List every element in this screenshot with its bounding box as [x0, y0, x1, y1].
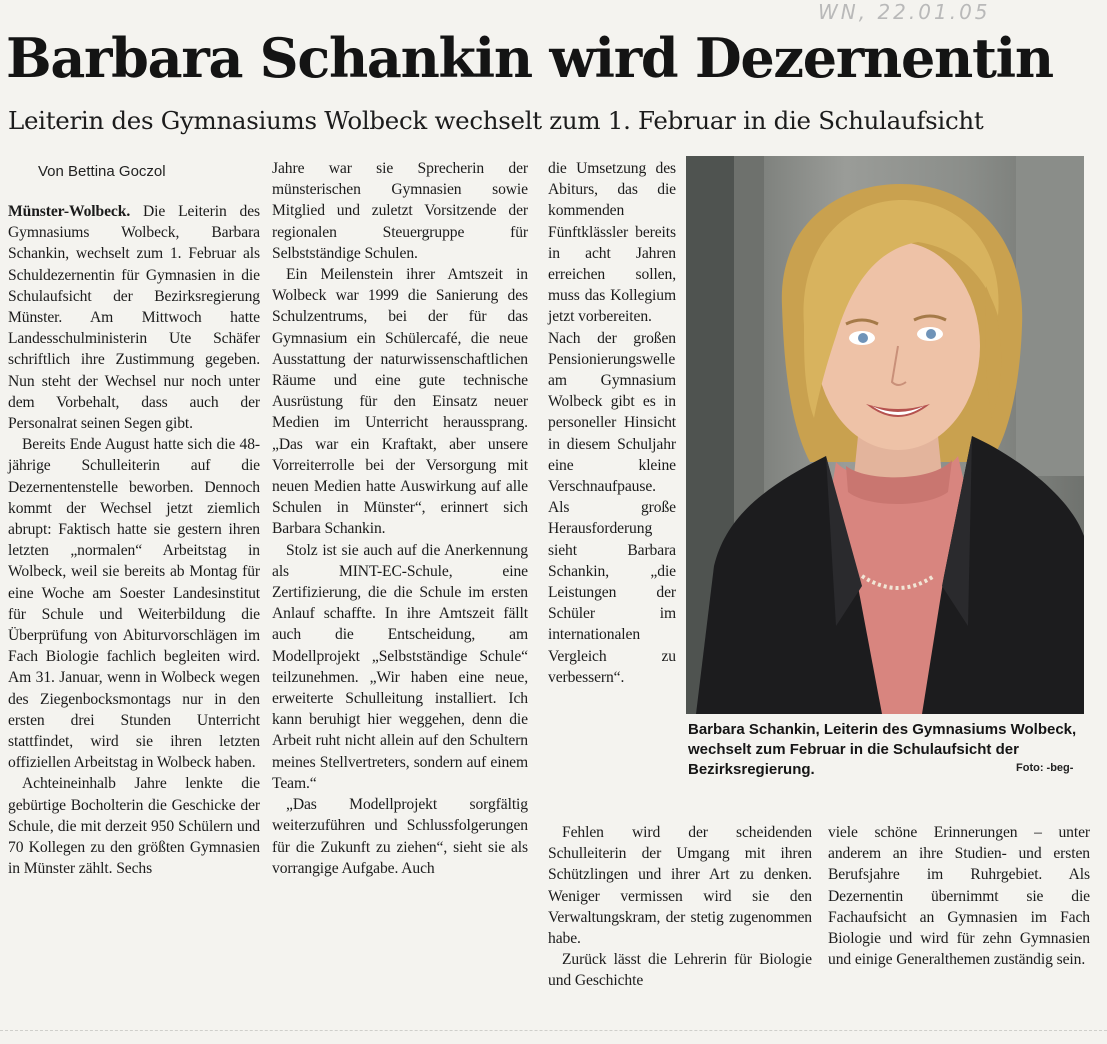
paragraph: Zurück lässt die Lehrerin für Biologie und Geschichte: [548, 951, 812, 990]
paragraph: die Umsetzung des Abiturs, das die kommenden Fünftklässler bereits in acht Jahren erreichen sollen, muss das Kollegium jetzt vorbereiten.: [548, 160, 676, 326]
portrait-illustration: [686, 156, 1084, 714]
subheadline: Leiterin des Gymnasiums Wolbeck wechselt zum 1. Februar in die Schulaufsicht: [8, 106, 984, 135]
article-column-5: [828, 822, 1090, 970]
paragraph: Fehlen wird der scheidenden Schulleiterin der Umgang mit ihren Schützlingen und ihrer Art zu denken. Weniger vermissen wird sie den Verwaltungskram, der stetig zugenommen habe.: [548, 824, 812, 948]
dateline: Münster-Wolbeck.: [8, 203, 131, 220]
photo-credit: Foto: -beg-: [1016, 762, 1074, 774]
paragraph: Stolz ist sie auch auf die Anerkennung als MINT-EC-Schule, eine Zertifizierung, die die Schule im ersten Anlauf schaffte. In ihre Amtszeit fällt auch die Entscheidung, am Modellprojekt „Selbstständige Schule“ teilzunehmen. „Wir haben eine neue, erweiterte Schulleitung installiert. Ich kann beruhigt hier weggehen, denn die Arbeit ruht nicht allein auf den Schultern meines Stellvertreters, sondern auf einem Team.“: [272, 541, 528, 792]
byline: Von Bettina Goczol: [38, 163, 166, 180]
paragraph: viele schöne Erinnerungen – unter anderem an ihre Studien- und ersten Berufsjahre im Ruhrgebiet. Als Dezernentin übernimmt sie die Fachaufsicht an Gymnasien im Fach Biologie und wird für zehn Gymnasien und einige Generalthemen zuständig sein.: [828, 824, 1090, 969]
paragraph: „Das Modellprojekt sorgfältig weiterzuführen und Schlussfolgerungen für die Zukunft zu ziehen“, sieht sie als vorrangige Aufgabe. Auch: [272, 796, 528, 877]
paragraph: Bereits Ende August hatte sich die 48-jährige Schulleiterin auf die Dezernentenstelle beworben. Dennoch kommt der Wechsel jetzt ziemlich abrupt: Faktisch hatte sie gestern ihren letzten „normalen“ Arbeitstag in Wolbeck, weil sie bereits ab Montag für eine Woche am Soester Landesinstitut für Schule und Weiterbildung die Überprüfung von Abiturvorschlägen im Fach Biologie fachlich begleiten wird. Am 31. Januar, wenn in Wolbeck wegen des Ziegenbocksmontags nur in den ersten drei Stunden Unterricht stattfindet, wird sie ihren letzten offiziellen Arbeitstag in Wolbeck haben.: [8, 436, 260, 772]
page-edge-rule: [0, 1030, 1107, 1032]
paragraph-text: Die Leiterin des Gymnasiums Wolbeck, Barbara Schankin, wechselt zum 1. Februar als Schuldezernentin für Gymnasien in die Schulaufsicht der Bezirksregierung Münster. Am Mittwoch hatte Landesschulministerin Ute Schäfer schriftlich ihre Zustimmung gegeben. Nun steht der Wechsel nur noch unter dem Vorbehalt, dass auch der Personalrat seinen Segen gibt.: [8, 203, 260, 433]
paragraph: Jahre war sie Sprecherin der münsterischen Gymnasien sowie Mitglied und zuletzt Vorsitzende der regionalen Steuergruppe für Selbstständige Schulen.: [272, 160, 528, 262]
headline: Barbara Schankin wird Dezernentin: [6, 26, 1053, 90]
paragraph: Achteineinhalb Jahre lenkte die gebürtige Bocholterin die Geschicke der Schule, die mit derzeit 950 Schülern und 70 Kollegen zu den größten Gymnasien in Münster zählt. Sechs: [8, 775, 260, 878]
paragraph: Nach der großen Pensionierungswelle am Gymnasium Wolbeck gibt es in personeller Hinsicht in diesem Schuljahr eine kleine Verschnaufpause. Als große Herausforderung sieht Barbara Schankin, „die Leistungen der Schüler im internationalen Vergleich zu verbessern“.: [548, 329, 676, 686]
handwritten-date-note: WN, 22.01.05: [818, 0, 991, 24]
portrait-photo: [686, 156, 1084, 714]
photo-caption: Barbara Schankin, Leiterin des Gymnasiums Wolbeck, wechselt zum Februar in die Schulaufsicht der Bezirksregierung.: [688, 721, 1077, 778]
article-column-4: [548, 822, 812, 992]
article-column-1: [8, 201, 260, 880]
paragraph: Ein Meilenstein ihrer Amtszeit in Wolbeck war 1999 die Sanierung des Schulzentrums, bei der für das Gymnasium ein Schülercafé, die neue Ausstattung der naturwissenschaftlichen Räume und eine gute technische Ausrüstung für den Einsatz neuer Medien im Unterricht heraussprang. „Das war ein Kraftakt, aber unsere Vorreiterrolle bei der Versorgung mit neuen Medien hatte Auswirkung auf alle Schulen in Münster“, erinnert sich Barbara Schankin.: [272, 266, 528, 538]
article-column-2: [272, 158, 528, 879]
paragraph: [8, 201, 260, 434]
article-column-3: [548, 158, 676, 688]
